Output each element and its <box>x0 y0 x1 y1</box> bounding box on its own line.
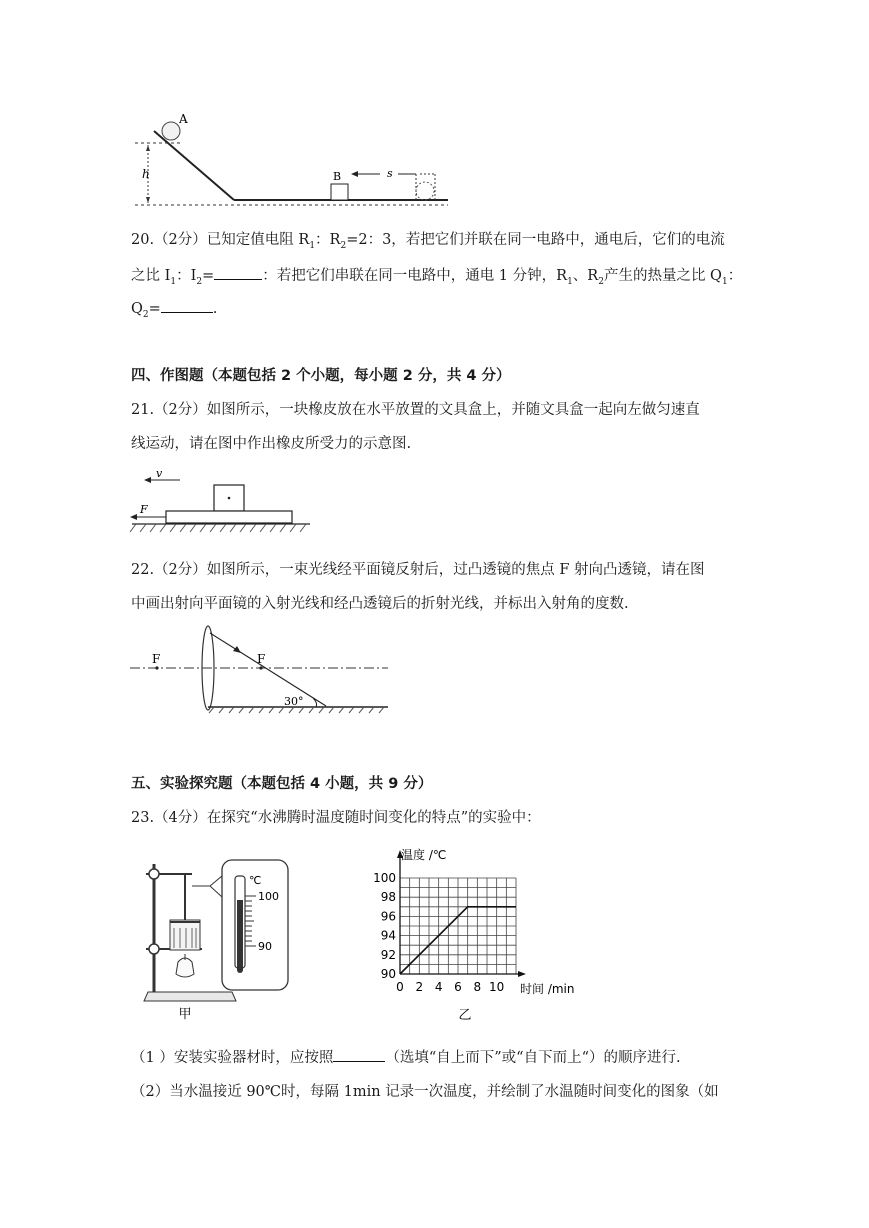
pencil-box <box>166 511 292 523</box>
q23-line-1: 23.（4分）在探究“水沸腾时温度随时间变化的特点”的实验中： <box>131 810 541 826</box>
velocity-label: v <box>156 467 163 480</box>
ball-a-label: A <box>179 112 188 126</box>
chart-xlabel: 时间 /min <box>520 982 575 996</box>
block-b-label: B <box>333 170 342 183</box>
thermometer-mark-90: 90 <box>258 940 272 953</box>
q20-line-1: 20.（2分）已知定值电阻 $R_1$：$R_2=2$：3，若把它们并联在同一电路中，通电后，它们的电流 <box>131 232 725 251</box>
chart-x-tick-label: 2 <box>415 980 424 994</box>
angle-label: 30° <box>284 695 304 708</box>
q22-line-1: 22.（2分）如图所示，一束光线经平面镜反射后，过凸透镜的焦点 F 射向凸透镜，请在图 <box>131 562 705 578</box>
section-5-heading: 五、实验探究题（本题包括 4 小题，共 9 分） <box>131 776 433 792</box>
eraser-figure <box>128 468 318 538</box>
chart-y-tick-label: 96 <box>380 909 396 924</box>
q22-line-2: 中画出射向平面镜的入射光线和经凸透镜后的折射光线，并标出入射角的度数. <box>131 596 629 612</box>
force-label: F <box>140 503 148 516</box>
q20-answer-blank-1[interactable] <box>214 265 262 280</box>
ball-final-position <box>416 182 434 200</box>
focus-label-right: F <box>257 652 266 666</box>
chart-y-tick-label: 98 <box>380 890 396 905</box>
chart-y-tick-label: 100 <box>373 871 396 885</box>
q21-line-1: 21.（2分）如图所示，一块橡皮放在水平放置的文具盒上，并随文具盒一起向左做匀速直 <box>131 402 700 418</box>
q20-line-2: 之比 $I_1$：$I_2=$ ：若把它们串联在同一电路中，通电 1 分钟，$R_1$、$R_2$产生的热量之比 $Q_1$： <box>131 264 742 287</box>
lens-figure <box>130 628 392 720</box>
figure-caption-jia: 甲 <box>178 1007 192 1022</box>
chart-y-tick-label: 90 <box>380 967 396 981</box>
focus-label-left: F <box>152 652 161 666</box>
chart-x-tick-label: 4 <box>434 980 443 994</box>
chart-x-tick-label: 8 <box>473 980 482 994</box>
q21-line-2: 线运动，请在图中作出橡皮所受力的示意图. <box>131 436 412 452</box>
q20-answer-blank-2[interactable] <box>161 298 213 313</box>
q23-answer-blank-1[interactable] <box>333 1047 385 1062</box>
slope-figure <box>130 110 460 215</box>
height-label: h <box>142 167 150 181</box>
chart-x-tick-label: 10 <box>489 980 505 994</box>
thermometer-mark-100: 100 <box>258 890 279 903</box>
chart-y-tick-label: 94 <box>380 928 396 943</box>
chart-y-tick-label: 92 <box>380 947 396 962</box>
light-ray <box>210 633 326 706</box>
section-4-heading: 四、作图题（本题包括 2 个小题，每小题 2 分，共 4 分） <box>131 368 511 384</box>
thermometer-unit: ℃ <box>249 874 262 887</box>
q23-sub-2: （2）当水温接近 90℃时，每隔 1min 记录一次温度，并绘制了水温随时间变化的图象（如 <box>131 1084 719 1100</box>
chart-x-axis-arrow <box>518 971 526 977</box>
chart-x-tick-label: 6 <box>454 980 462 994</box>
chart-ylabel: 温度 /℃ <box>401 848 447 862</box>
block-b <box>331 184 348 200</box>
q23-sub-1: （1 ）安装实验器材时，应按照 （选填“自上而下”或“自下而上“）的顺序进行. <box>131 1046 681 1067</box>
figure-caption-yi: 乙 <box>458 1008 472 1023</box>
q20-line-3: $Q_2=$ . <box>131 298 217 320</box>
chart-x-tick-label: 0 <box>396 980 404 994</box>
apparatus-figure <box>140 852 300 1024</box>
ball-a <box>162 122 180 140</box>
distance-label: s <box>387 167 393 180</box>
temperature-chart <box>364 840 594 1024</box>
